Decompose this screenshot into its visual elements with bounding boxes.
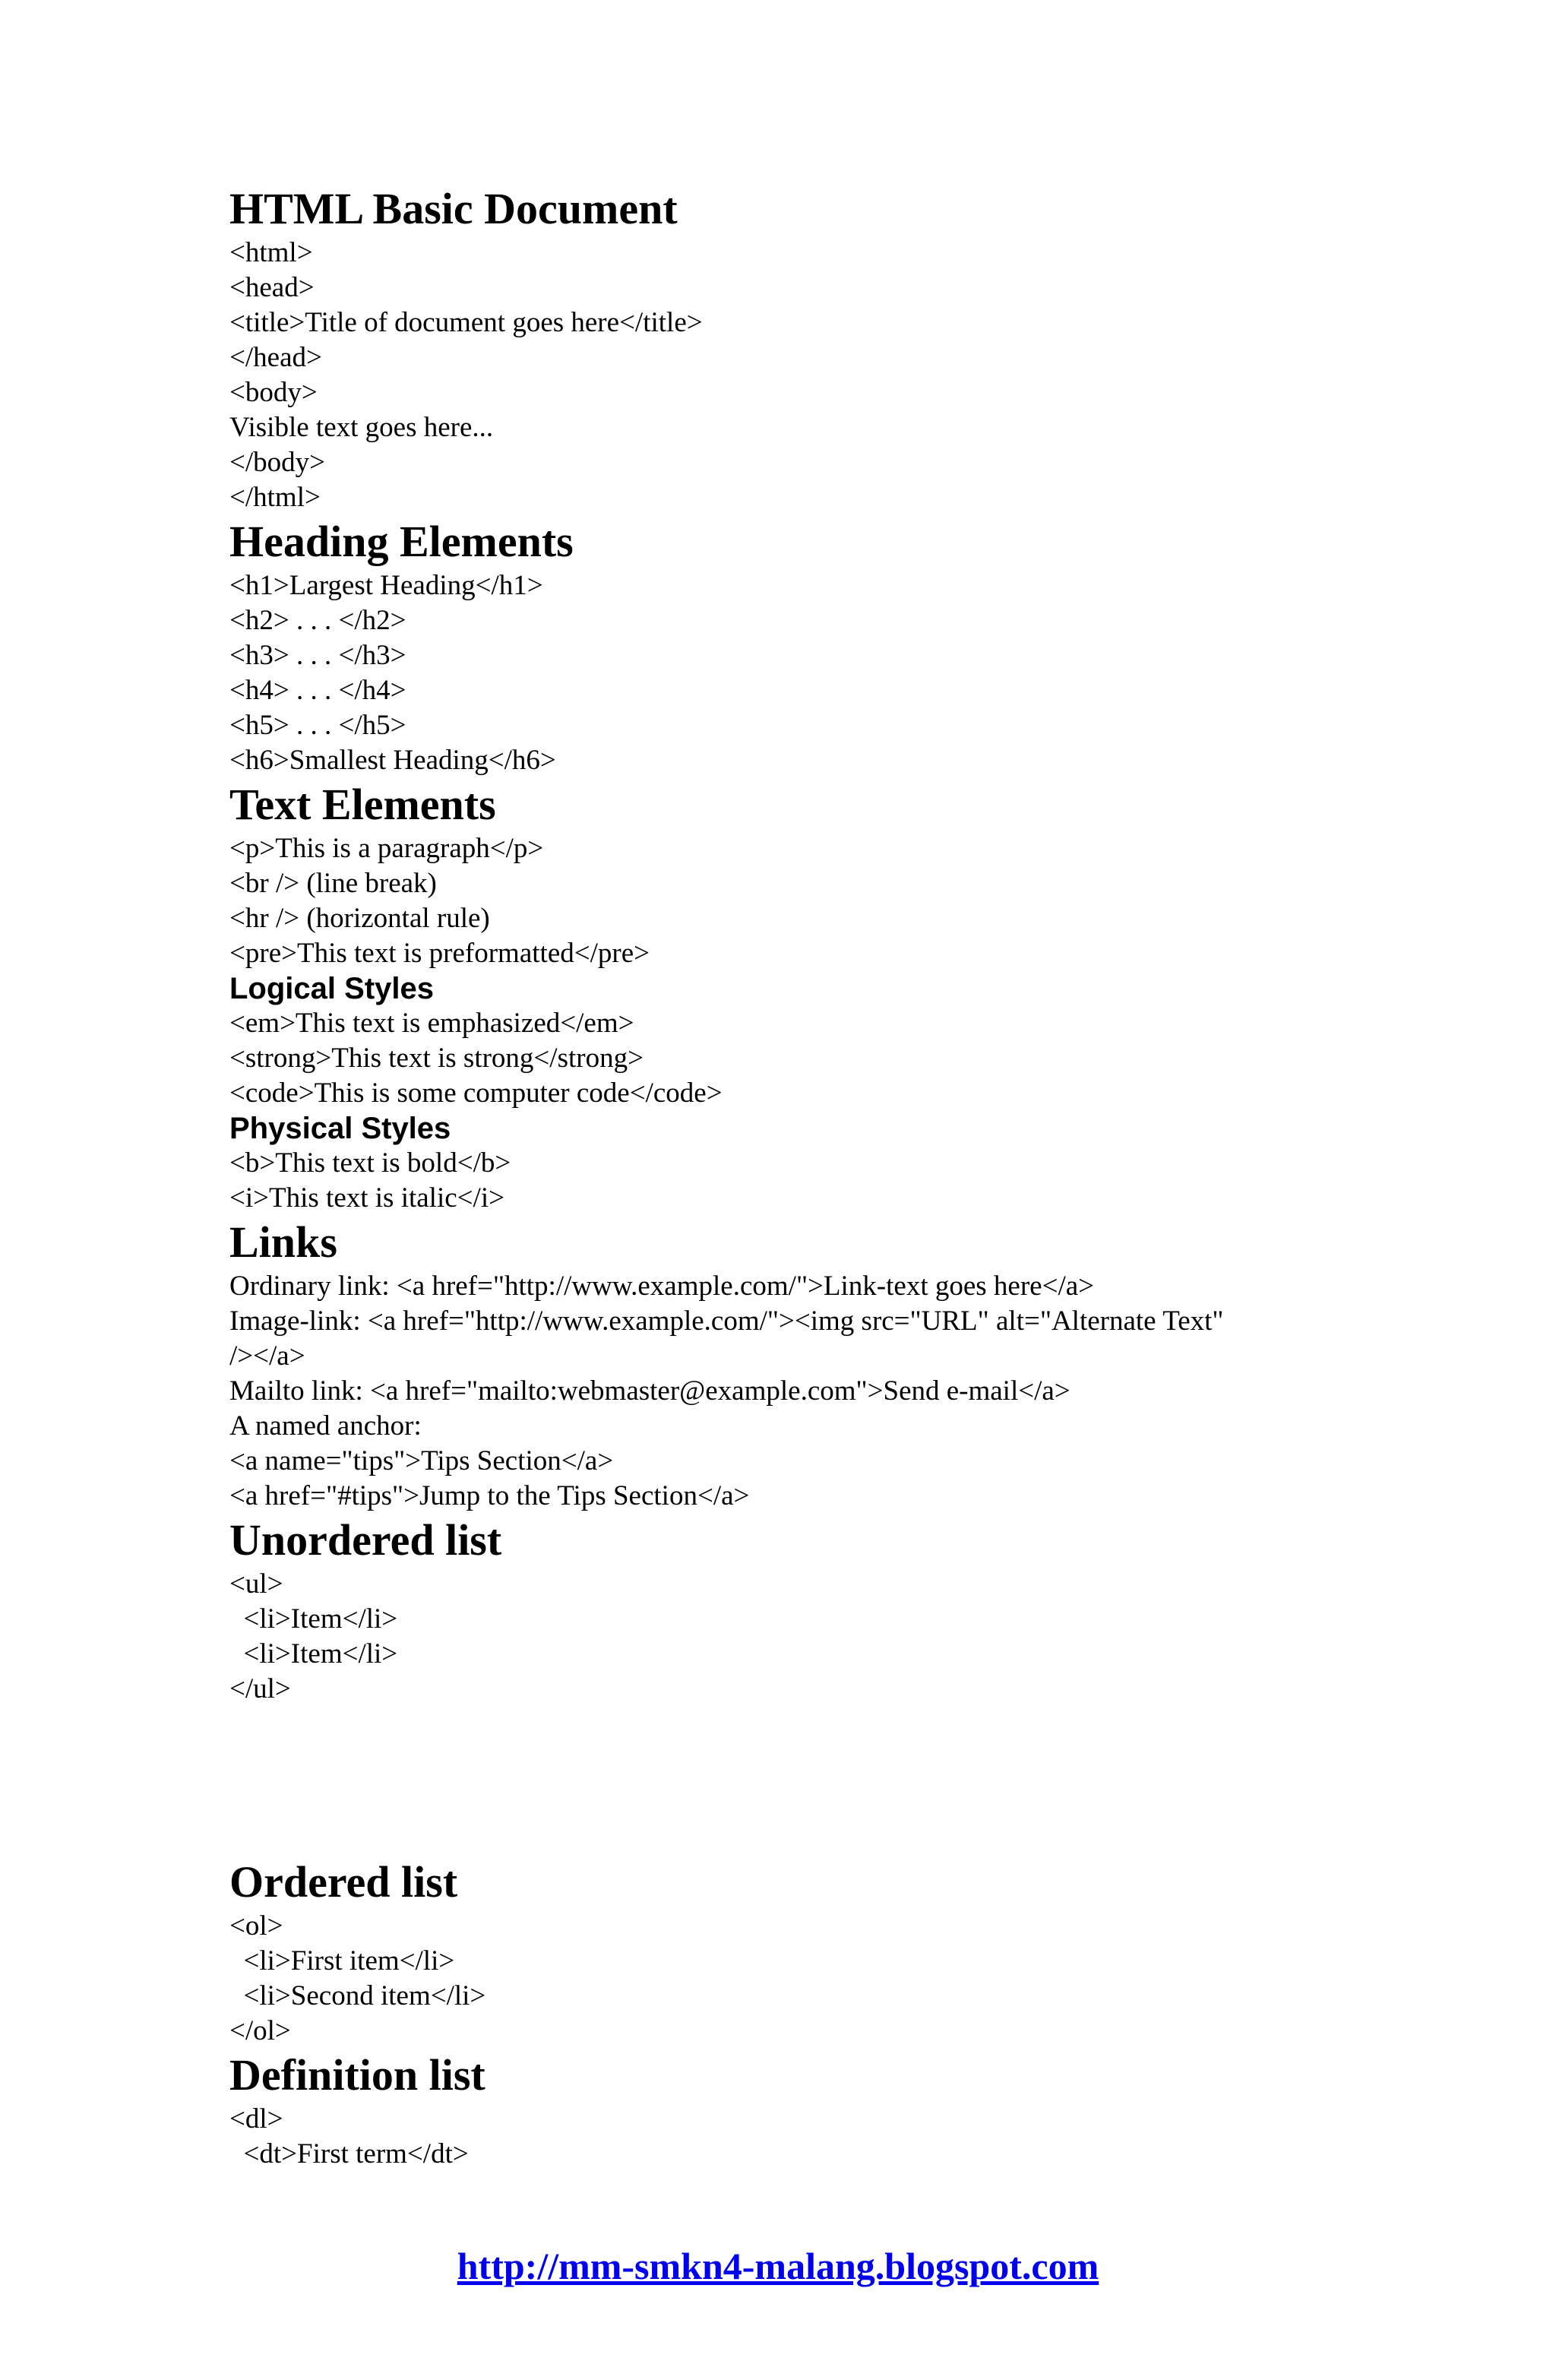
footer-blog-link[interactable]: http://mm-smkn4-malang.blogspot.com xyxy=(457,2245,1099,2287)
page-footer xyxy=(0,2243,1556,2289)
code-line: <hr /> (horizontal rule) xyxy=(229,903,490,934)
code-line: <code>This is some computer code</code> xyxy=(229,1078,723,1109)
heading-ordered-list: Ordered list xyxy=(229,1857,458,1907)
code-line: <li>First item</li> xyxy=(229,1945,455,1976)
code-line: </ul> xyxy=(229,1673,291,1704)
subheading-physical-styles: Physical Styles xyxy=(229,1112,451,1145)
document-body xyxy=(229,182,1369,2172)
code-line: </head> xyxy=(229,342,322,373)
code-line: <dl> xyxy=(229,2103,283,2135)
code-line: <h3> . . . </h3> xyxy=(229,640,406,671)
subheading-logical-styles: Logical Styles xyxy=(229,972,434,1005)
code-line: <em>This text is emphasized</em> xyxy=(229,1008,634,1039)
code-line: <dt>First term</dt> xyxy=(229,2138,469,2170)
code-line: Ordinary link: <a href="http://www.example.com/">Link-text goes here</a> xyxy=(229,1271,1095,1302)
page-spacer xyxy=(229,1707,1369,1856)
code-line: <br /> (line break) xyxy=(229,868,437,899)
heading-heading-elements: Heading Elements xyxy=(229,517,574,566)
heading-definition-list: Definition list xyxy=(229,2050,485,2100)
code-line: <b>This text is bold</b> xyxy=(229,1147,511,1179)
code-line: <strong>This text is strong</strong> xyxy=(229,1043,644,1074)
code-line: Visible text goes here... xyxy=(229,412,494,443)
code-line: <li>Item</li> xyxy=(229,1638,398,1669)
heading-html-basic-document: HTML Basic Document xyxy=(229,184,678,233)
code-line: <ul> xyxy=(229,1568,283,1600)
code-line: <h1>Largest Heading</h1> xyxy=(229,570,543,601)
code-line: <ol> xyxy=(229,1910,283,1942)
code-line: <a href="#tips">Jump to the Tips Section</a> xyxy=(229,1480,750,1511)
heading-unordered-list: Unordered list xyxy=(229,1515,502,1565)
code-line: Mailto link: <a href="mailto:webmaster@example.com">Send e-mail</a> xyxy=(229,1375,1071,1407)
heading-text-elements: Text Elements xyxy=(229,780,496,829)
code-line: <p>This is a paragraph</p> xyxy=(229,833,544,864)
code-line: <pre>This text is preformatted</pre> xyxy=(229,938,650,969)
code-line: <h6>Smallest Heading</h6> xyxy=(229,745,556,776)
code-line: Image-link: <a href="http://www.example.com/"><img src="URL" alt="Alternate Text" xyxy=(229,1306,1224,1337)
heading-links: Links xyxy=(229,1217,337,1267)
code-line: </ol> xyxy=(229,2015,291,2046)
code-line: <head> xyxy=(229,272,315,303)
code-line: <li>Second item</li> xyxy=(229,1980,486,2011)
code-line: <body> xyxy=(229,377,318,408)
code-line: <h2> . . . </h2> xyxy=(229,605,406,636)
code-line: </body> xyxy=(229,447,326,478)
code-line: <i>This text is italic</i> xyxy=(229,1182,504,1214)
code-line: <li>Item</li> xyxy=(229,1603,398,1635)
code-line: /></a> xyxy=(229,1340,305,1372)
code-line: <html> xyxy=(229,237,313,268)
code-line: </html> xyxy=(229,482,321,513)
code-line: <h5> . . . </h5> xyxy=(229,710,406,741)
code-line: A named anchor: xyxy=(229,1410,422,1442)
code-line: <h4> . . . </h4> xyxy=(229,675,406,706)
code-line: <title>Title of document goes here</title> xyxy=(229,307,703,338)
code-line: <a name="tips">Tips Section</a> xyxy=(229,1445,614,1476)
